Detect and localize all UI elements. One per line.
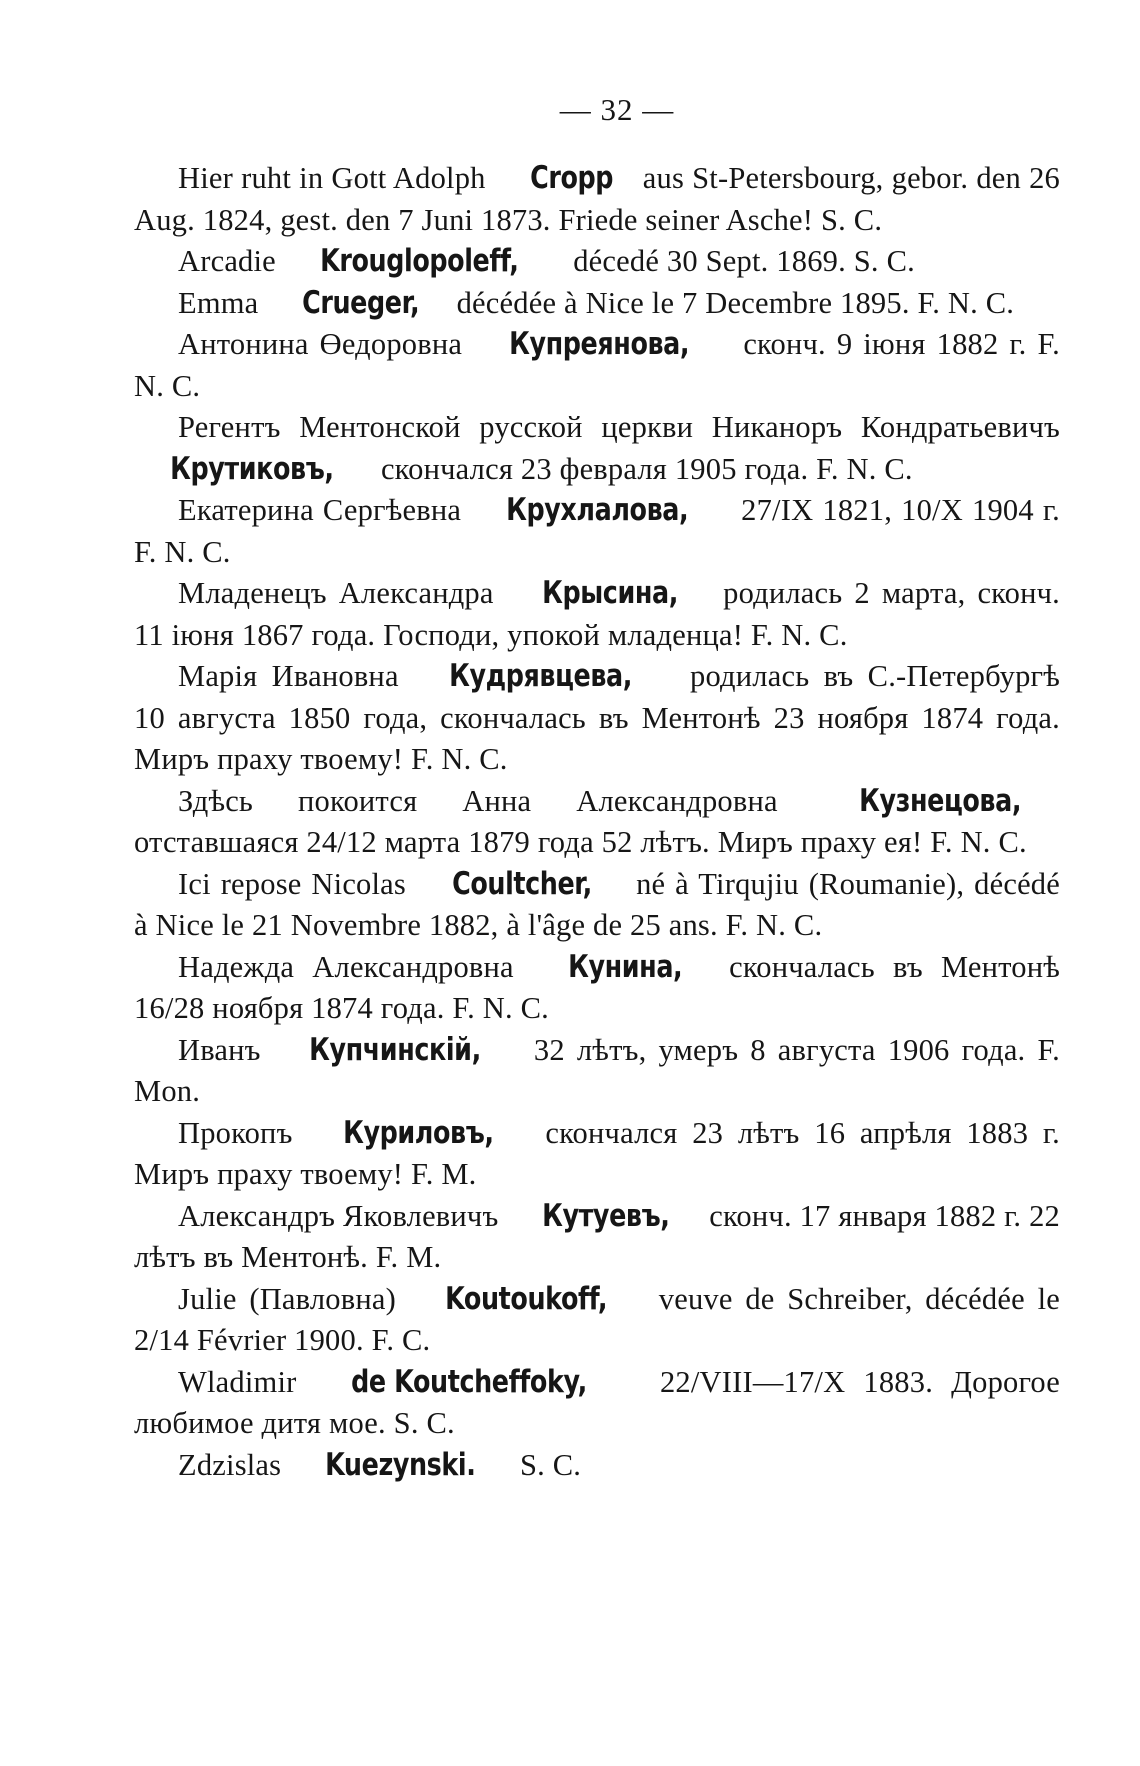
list-item — [134, 1030, 1060, 1113]
entry-text: Антонина Өедоровна — [178, 327, 474, 361]
entry-text: Ici repose Nicolas — [178, 866, 416, 901]
list-item — [134, 781, 1060, 864]
entry-text: Zdzislas — [178, 1447, 290, 1482]
entry-surname: Крутиковъ, — [170, 450, 334, 487]
list-item — [134, 656, 1060, 781]
entry-text: décedé 30 Sept. 1869. S. C. — [565, 244, 915, 278]
entry-text: Здѣсь покоится Анна Александровна — [178, 783, 823, 818]
entry-surname: Купчинскій, — [308, 1031, 481, 1068]
entry-text: Arcadie — [178, 244, 284, 278]
entry-text: Надежда Александровна — [178, 949, 532, 984]
entry-text: né à Tirqujiu (Roumanie), décédé à Nice le 21 Novembre 1882, à l'âge de 25 ans. F. N. C. — [134, 866, 1060, 942]
list-item — [134, 283, 1060, 325]
entry-text: отставшаяся 24/12 марта 1879 года 52 лѣтъ. Миръ праху ея! F. N. C. — [134, 825, 1027, 859]
list-item — [134, 947, 1060, 1030]
list-item — [134, 1279, 1060, 1362]
list-item — [134, 158, 1060, 241]
entry-surname: Кутуевъ, — [542, 1197, 670, 1234]
entry-surname: Кудрявцева, — [449, 658, 633, 694]
list-item — [134, 1113, 1060, 1196]
list-item — [134, 490, 1060, 573]
entry-text: Hier ruht in Gott Adolph — [178, 161, 494, 195]
entry-surname: de Koutcheffoky, — [350, 1363, 587, 1400]
list-item — [134, 864, 1060, 947]
entry-text: 22/VIII—17/X 1883. Дорогое любимое дитя мое. S. C. — [134, 1364, 1060, 1440]
entry-text: скончался 23 лѣтъ 16 апрѣля 1883 г. Миръ праху твоему! F. M. — [134, 1115, 1060, 1191]
entries-list — [134, 158, 1060, 1486]
entry-surname: Coultcher, — [452, 865, 592, 902]
list-item — [134, 1445, 1060, 1487]
entry-text: Emma — [178, 285, 267, 320]
entry-text: 32 лѣтъ, умеръ 8 августа 1906 года. F. Mon. — [134, 1032, 1061, 1108]
entry-text: Прокопъ — [178, 1115, 308, 1150]
entry-text: Марія Ивановна — [178, 659, 413, 693]
entry-text: Александръ Яковлевичъ — [178, 1198, 507, 1233]
entry-text: décédée à Nice le 7 Decembre 1895. F. N. C. — [448, 285, 1015, 320]
entry-text: родилась 2 марта, сконч. 11 іюня 1867 года. Господи, упокой младенца! F. N. C. — [134, 576, 1060, 652]
entry-surname: Crueger, — [302, 284, 420, 321]
entry-text: Младенецъ Александра — [178, 576, 506, 610]
page-number: — 32 — — [559, 92, 675, 127]
entry-text: veuve de Schreiber, décédée le 2/14 Février 1900. F. C. — [134, 1281, 1060, 1357]
list-item — [134, 573, 1060, 656]
entry-surname: Крухлалова, — [506, 492, 689, 528]
entry-surname: Koutoukoff, — [444, 1280, 607, 1317]
entry-text: скончался 23 февраля 1905 года. F. N. C. — [373, 451, 913, 486]
list-item — [134, 241, 1060, 283]
entry-surname: Кунина, — [568, 948, 683, 985]
entry-text: S. C. — [512, 1447, 582, 1482]
entry-text: скончалась въ Ментонѣ 16/28 ноября 1874 года. F. N. C. — [134, 949, 1060, 1025]
list-item — [134, 324, 1060, 407]
entry-surname: Cropp — [529, 160, 613, 196]
list-item — [134, 1362, 1060, 1445]
list-item — [134, 1196, 1060, 1279]
entry-text: родилась въ С.-Петербургѣ 10 августа 1850 года, скончалась въ Ментонѣ 23 ноября 1874 года. Миръ праху твоему! F. N. C. — [134, 659, 1061, 776]
entry-surname: Крысина, — [541, 575, 678, 611]
entry-text: Wladimir — [178, 1364, 315, 1399]
entry-surname: Куриловъ, — [343, 1114, 494, 1151]
entry-text: сконч. 17 января 1882 г. 22 лѣтъ въ Ментонѣ. F. M. — [134, 1198, 1060, 1274]
entry-surname: Купреянова, — [509, 326, 690, 362]
list-item — [134, 407, 1060, 490]
entry-surname: Kuezynski. — [325, 1446, 476, 1483]
entry-text: сконч. 9 іюня 1882 г. F. N. C. — [134, 327, 1060, 403]
entry-surname: Krouglopoleff, — [319, 243, 519, 279]
entry-text: 27/IX 1821, 10/X 1904 г. F. N. C. — [134, 493, 1060, 569]
entry-text: Екатерина Сергѣевна — [178, 493, 471, 527]
entry-text: aus St-Petersbourg, gebor. den 26 Aug. 1824, gest. den 7 Juni 1873. Friede seiner Asche! S. C. — [134, 161, 1060, 237]
entry-surname: Кузнецова, — [858, 782, 1021, 819]
entry-text: Julie (Павловна) — [178, 1281, 409, 1316]
entry-text: Регентъ Ментонской русской церкви Никаноръ Кондратьевичъ — [178, 410, 1060, 444]
entry-text: Иванъ — [178, 1032, 273, 1067]
